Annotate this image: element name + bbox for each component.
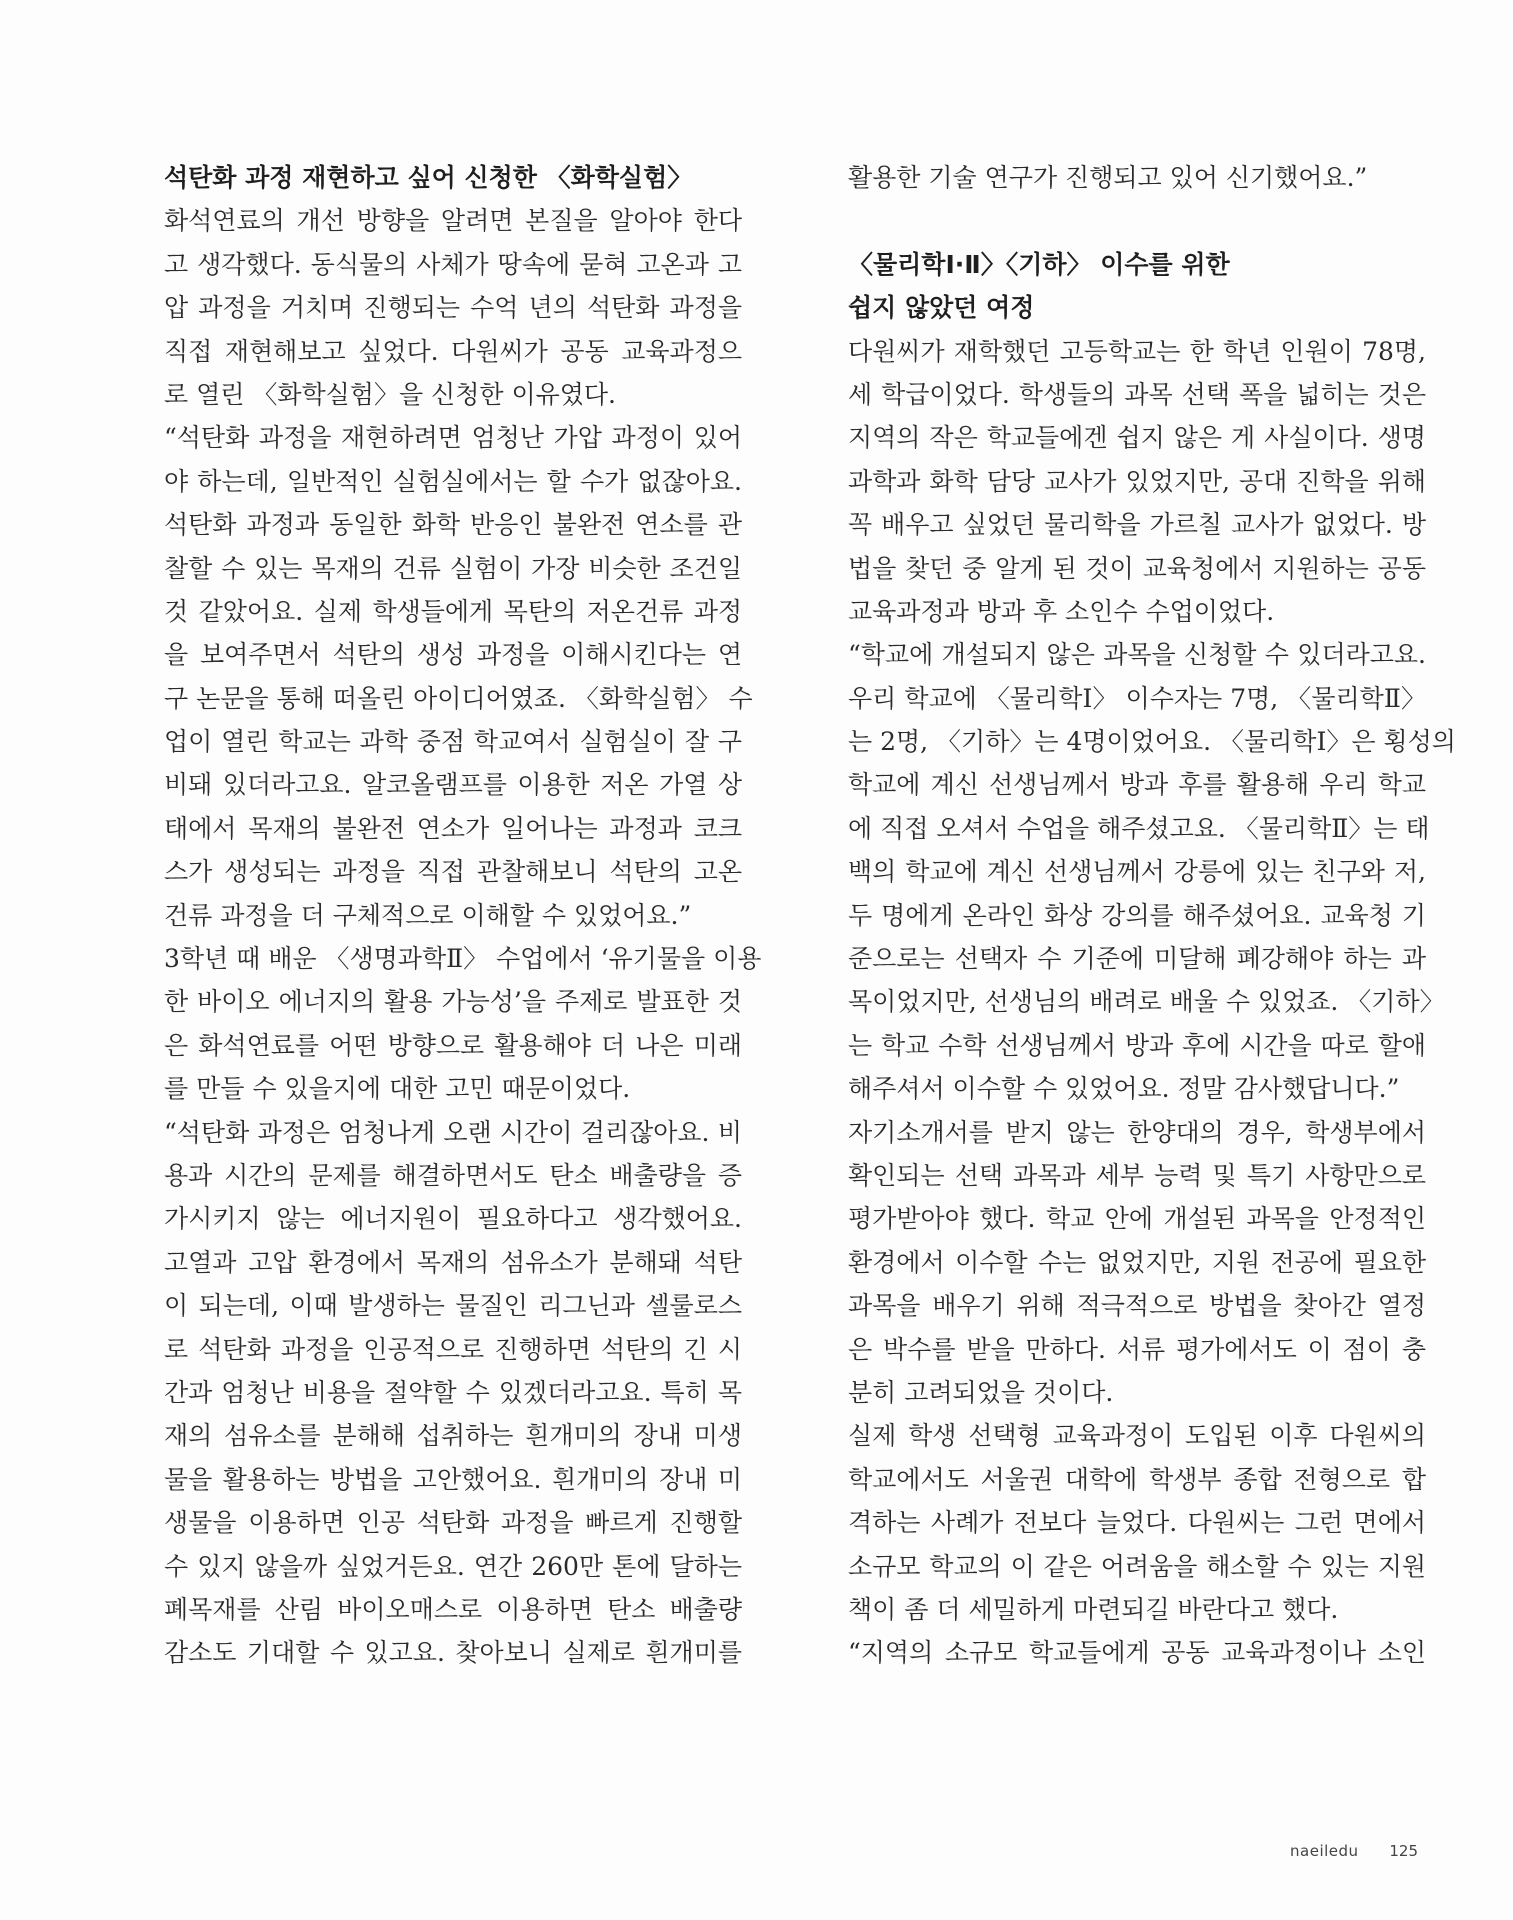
body-line: 야 하는데, 일반적인 실험실에서는 할 수가 없잖아요.	[164, 466, 742, 496]
body-line: 은 박수를 받을 만하다. 서류 평가에서도 이 점이 충	[848, 1334, 1426, 1364]
body-line: 이 되는데, 이때 발생하는 물질인 리그닌과 셀룰로스	[164, 1291, 742, 1321]
body-line: 화석연료의 개선 방향을 알려면 본질을 알아야 한다	[164, 206, 742, 236]
body-line: 생물을 이용하면 인공 석탄화 과정을 빠르게 진행할	[164, 1508, 742, 1538]
body-line: 교육과정과 방과 후 소인수 수업이었다.	[848, 596, 1275, 626]
body-line: 로 석탄화 과정을 인공적으로 진행하면 석탄의 긴 시	[164, 1334, 742, 1364]
body-line: 실제 학생 선택형 교육과정이 도입된 이후 다원씨의	[848, 1421, 1426, 1451]
body-line: 3학년 때 배운 〈생명과학Ⅱ〉 수업에서 ‘유기물을 이용	[164, 944, 762, 974]
body-line: 세 학급이었다. 학생들의 과목 선택 폭을 넓히는 것은	[848, 379, 1426, 409]
section-heading-physics-line2: 쉽지 않았던 여정	[848, 293, 1035, 323]
body-line: 비돼 있더라고요. 알코올램프를 이용한 저온 가열 상	[164, 770, 742, 800]
body-line: “학교에 개설되지 않은 과목을 신청할 수 있더라고요.	[848, 640, 1426, 670]
body-line: 간과 엄청난 비용을 절약할 수 있겠더라고요. 특히 목	[164, 1377, 742, 1407]
body-line: 과목을 배우기 위해 적극적으로 방법을 찾아간 열정	[848, 1291, 1426, 1321]
body-line: 학교에서도 서울권 대학에 학생부 종합 전형으로 합	[848, 1464, 1426, 1494]
body-line: 는 학교 수학 선생님께서 방과 후에 시간을 따로 할애	[848, 1030, 1426, 1060]
body-line: 에 직접 오셔서 수업을 해주셨고요. 〈물리학Ⅱ〉는 태	[848, 813, 1430, 843]
section-heading-physics: 〈물리학Ⅰ·Ⅱ〉〈기하〉 이수를 위한	[848, 249, 1230, 279]
section-heading-coalification: 석탄화 과정 재현하고 싶어 신청한 〈화학실험〉	[164, 163, 693, 192]
left-column	[164, 156, 762, 1675]
body-line: 용과 시간의 문제를 해결하면서도 탄소 배출량을 증	[164, 1160, 742, 1190]
body-line: 석탄화 과정과 동일한 화학 반응인 불완전 연소를 관	[164, 510, 742, 540]
body-line: 물을 활용하는 방법을 고안했어요. 흰개미의 장내 미	[164, 1464, 742, 1494]
body-line: 로 열린 〈화학실험〉을 신청한 이유였다.	[164, 379, 616, 409]
body-line: “석탄화 과정을 재현하려면 엄청난 가압 과정이 있어	[164, 423, 742, 453]
body-line: 을 보여주면서 석탄의 생성 과정을 이해시킨다는 연	[164, 640, 742, 670]
body-line: 압 과정을 거치며 진행되는 수억 년의 석탄화 과정을	[164, 293, 742, 323]
magazine-brand: naeiledu	[1290, 1842, 1359, 1860]
body-line: “지역의 소규모 학교들에게 공동 교육과정이나 소인	[848, 1638, 1426, 1668]
body-line: 수 있지 않을까 싶었거든요. 연간 260만 톤에 달하는	[164, 1551, 742, 1581]
body-line: 고 생각했다. 동식물의 사체가 땅속에 묻혀 고온과 고	[164, 249, 742, 279]
body-line: 목이었지만, 선생님의 배려로 배울 수 있었죠. 〈기하〉	[848, 987, 1445, 1017]
body-line: 태에서 목재의 불완전 연소가 일어나는 과정과 코크	[164, 813, 742, 843]
body-line: 격하는 사례가 전보다 늘었다. 다원씨는 그런 면에서	[848, 1508, 1426, 1538]
left-body-text	[164, 199, 762, 1674]
body-line: 활용한 기술 연구가 진행되고 있어 신기했어요.”	[848, 163, 1368, 192]
body-line: 구 논문을 통해 떠올린 아이디어였죠. 〈화학실험〉 수	[164, 683, 753, 713]
body-line: 것 같았어요. 실제 학생들에게 목탄의 저온건류 과정	[164, 596, 742, 626]
page-number: 125	[1389, 1842, 1418, 1860]
body-line: 과학과 화학 담당 교사가 있었지만, 공대 진학을 위해	[848, 466, 1426, 496]
body-line: 를 만들 수 있을지에 대한 고민 때문이었다.	[164, 1074, 631, 1104]
page-footer	[1290, 1842, 1418, 1860]
body-line: 재의 섬유소를 분해해 섭취하는 흰개미의 장내 미생	[164, 1421, 742, 1451]
body-line: 은 화석연료를 어떤 방향으로 활용해야 더 나은 미래	[164, 1030, 742, 1060]
body-line: “석탄화 과정은 엄청나게 오랜 시간이 걸리잖아요. 비	[164, 1117, 742, 1147]
body-line: 한 바이오 에너지의 활용 가능성’을 주제로 발표한 것	[164, 987, 742, 1017]
body-line: 꼭 배우고 싶었던 물리학을 가르칠 교사가 없었다. 방	[848, 510, 1426, 540]
body-line: 업이 열린 학교는 과학 중점 학교여서 실험실이 잘 구	[164, 727, 742, 757]
body-line: 평가받아야 했다. 학교 안에 개설된 과목을 안정적인	[848, 1204, 1426, 1234]
body-line: 자기소개서를 받지 않는 한양대의 경우, 학생부에서	[848, 1117, 1426, 1147]
body-line: 분히 고려되었을 것이다.	[848, 1377, 1114, 1407]
right-body-text	[848, 330, 1456, 1675]
body-line: 백의 학교에 계신 선생님께서 강릉에 있는 친구와 저,	[848, 857, 1426, 887]
body-line: 준으로는 선택자 수 기준에 미달해 폐강해야 하는 과	[848, 944, 1426, 974]
body-line: 다원씨가 재학했던 고등학교는 한 학년 인원이 78명,	[848, 336, 1426, 366]
body-line: 건류 과정을 더 구체적으로 이해할 수 있었어요.”	[164, 900, 692, 930]
body-line: 찰할 수 있는 목재의 건류 실험이 가장 비슷한 조건일	[164, 553, 742, 583]
body-line: 직접 재현해보고 싶었다. 다원씨가 공동 교육과정으	[164, 336, 742, 366]
body-line: 법을 찾던 중 알게 된 것이 교육청에서 지원하는 공동	[848, 553, 1426, 583]
body-line: 고열과 고압 환경에서 목재의 섬유소가 분해돼 석탄	[164, 1247, 742, 1277]
body-line: 두 명에게 온라인 화상 강의를 해주셨어요. 교육청 기	[848, 900, 1426, 930]
body-line: 확인되는 선택 과목과 세부 능력 및 특기 사항만으로	[848, 1160, 1426, 1190]
body-line: 는 2명, 〈기하〉는 4명이었어요. 〈물리학Ⅰ〉은 횡성의	[848, 727, 1456, 757]
paragraph-gap	[848, 199, 1426, 242]
body-line: 스가 생성되는 과정을 직접 관찰해보니 석탄의 고온	[164, 857, 742, 887]
body-line: 해주셔서 이수할 수 있었어요. 정말 감사했답니다.”	[848, 1074, 1400, 1104]
body-line: 폐목재를 산림 바이오매스로 이용하면 탄소 배출량	[164, 1594, 742, 1624]
body-line: 책이 좀 더 세밀하게 마련되길 바란다고 했다.	[848, 1594, 1339, 1624]
body-line: 소규모 학교의 이 같은 어려움을 해소할 수 있는 지원	[848, 1551, 1426, 1581]
body-line: 지역의 작은 학교들에겐 쉽지 않은 게 사실이다. 생명	[848, 423, 1426, 453]
body-line: 감소도 기대할 수 있고요. 찾아보니 실제로 흰개미를	[164, 1638, 742, 1668]
body-line: 가시키지 않는 에너지원이 필요하다고 생각했어요.	[164, 1204, 742, 1234]
body-line: 학교에 계신 선생님께서 방과 후를 활용해 우리 학교	[848, 770, 1426, 800]
body-line: 우리 학교에 〈물리학Ⅰ〉 이수자는 7명, 〈물리학Ⅱ〉	[848, 683, 1426, 713]
body-line: 환경에서 이수할 수는 없었지만, 지원 전공에 필요한	[848, 1247, 1426, 1277]
right-column	[848, 156, 1456, 1675]
